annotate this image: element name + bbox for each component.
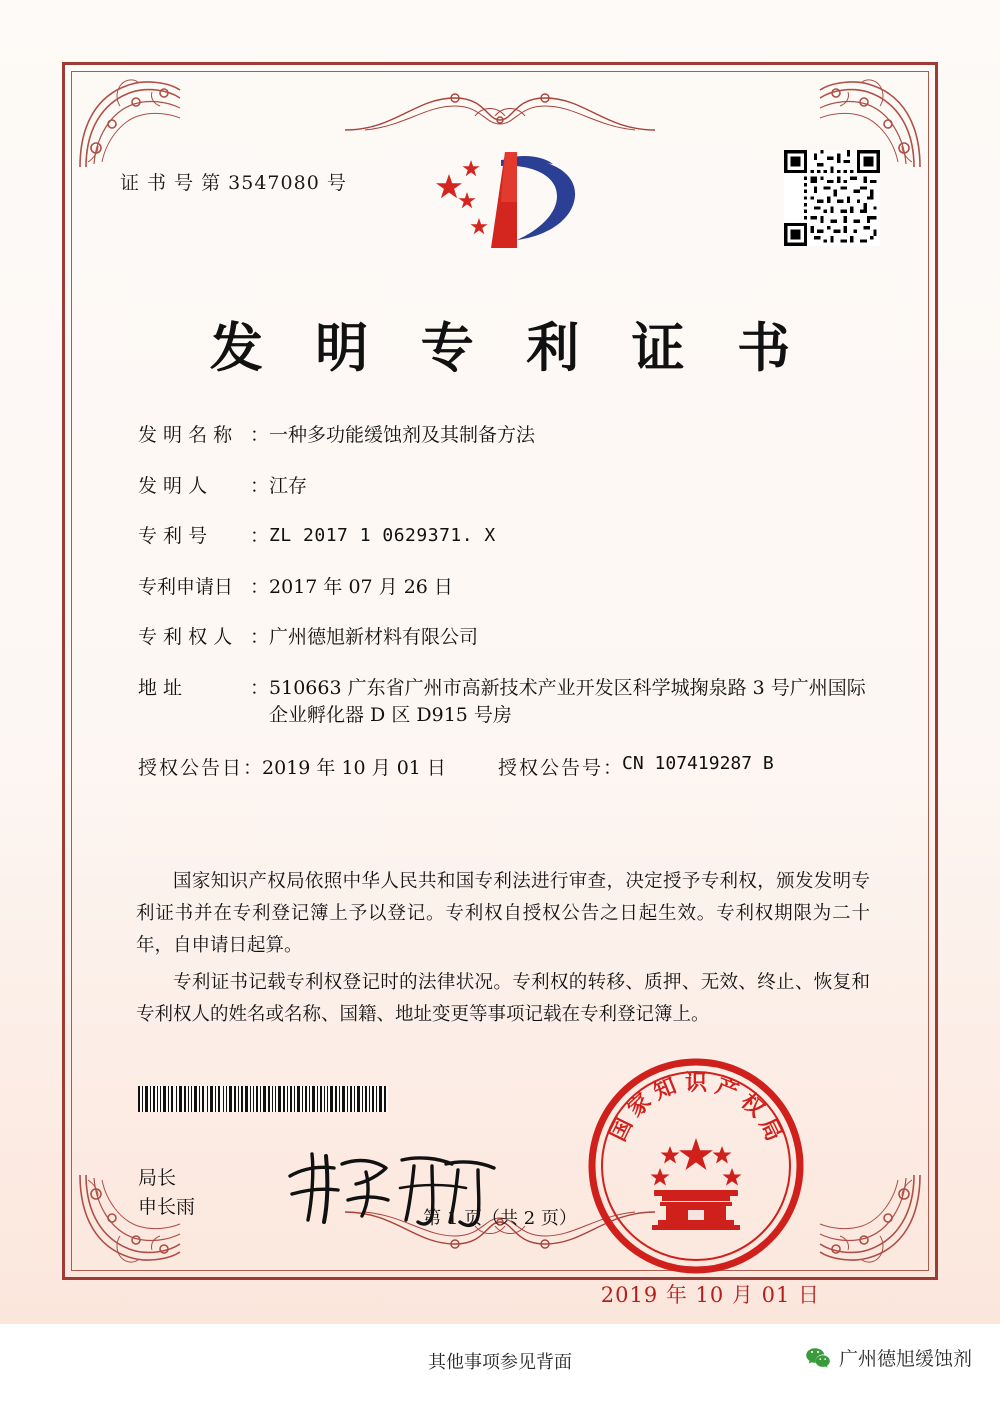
field-patent-number (138, 523, 876, 551)
svg-text:知: 知 (649, 1072, 680, 1106)
field-invention-name (138, 422, 876, 450)
certificate-number: 证 书 号 第 3547080 号 (120, 172, 347, 194)
field-label: 专利申请日 (138, 575, 234, 598)
cnipa-logo-icon (405, 144, 595, 262)
field-value: 江存 (269, 474, 308, 497)
official-seal (584, 1054, 808, 1278)
field-colon: ： (250, 526, 270, 548)
field-label: 专 利 号 (138, 525, 208, 548)
back-side-note: 其他事项参见背面 (428, 1352, 572, 1373)
field-colon: ： (250, 677, 270, 699)
certificate-frame (62, 62, 938, 1307)
field-value: 一种多功能缓蚀剂及其制备方法 (269, 424, 536, 446)
field-value: 510663 广东省广州市高新技术产业开发区科学城掬泉路 3 号广州国际企业孵化器 D 区 D915 号房 (269, 676, 866, 727)
field-colon: ： (250, 576, 270, 598)
field-patentee (138, 624, 876, 652)
page-indicator: 第 1 页（共 2 页） (423, 1208, 577, 1229)
field-label: 专 利 权 人 (138, 626, 233, 649)
field-application-date (138, 574, 876, 602)
page-title: 发 明 专 利 证 书 (209, 317, 808, 379)
office-label: 局长 (138, 1167, 177, 1189)
field-value: 广州德旭新材料有限公司 (269, 626, 479, 649)
barcode (138, 1086, 388, 1112)
legal-paragraph-1: 国家知识产权局依照中华人民共和国专利法进行审查，决定授予专利权，颁发发明专利证书并在专利登记簿上予以登记。专利权自授权公告之日起生效。专利权期限为二十年，自申请日起算。 (136, 871, 870, 956)
fields-list (138, 422, 876, 780)
bottom-strip (0, 1324, 1000, 1414)
svg-text:产: 产 (712, 1072, 743, 1106)
wechat-account[interactable] (805, 1344, 972, 1371)
field-inventor (138, 473, 876, 501)
publication-number-label: 授权公告号 (498, 756, 604, 779)
publication-number-colon: ： (603, 757, 623, 779)
qr-code (784, 150, 880, 246)
publication-row (138, 753, 876, 780)
field-colon: ： (250, 475, 270, 497)
wechat-icon (805, 1345, 831, 1371)
publication-number-value: CN 107419287 B (622, 752, 774, 774)
field-value: ZL 2017 1 0629371. X (269, 525, 496, 547)
field-label: 地 址 (138, 676, 183, 699)
svg-text:家: 家 (622, 1088, 657, 1123)
director-name: 申长雨 (138, 1196, 196, 1219)
field-colon: ： (250, 627, 270, 649)
svg-text:识: 识 (684, 1070, 708, 1096)
seal-date: 2019 年 10 月 01 日 (600, 1283, 820, 1307)
publication-date-colon: ： (243, 757, 263, 779)
publication-date-value: 2019 年 10 月 01 日 (262, 756, 446, 779)
field-label: 发 明 名 称 (138, 424, 233, 446)
legal-paragraph-2: 专利证书记载专利权登记时的法律状况。专利权的转移、质押、无效、终止、恢复和专利权人的姓名或名称、国籍、地址变更等事项记载在专利登记簿上。 (136, 972, 870, 1026)
certificate-content (114, 124, 886, 1307)
field-colon: ： (250, 425, 270, 446)
svg-text:局: 局 (754, 1114, 788, 1146)
publication-date (138, 753, 498, 780)
field-value: 2017 年 07 月 26 日 (269, 575, 453, 598)
wechat-account-label: 广州德旭缓蚀剂 (838, 1348, 972, 1370)
legal-text (136, 866, 870, 1037)
svg-text:国: 国 (604, 1114, 638, 1146)
field-address (138, 675, 876, 730)
publication-number (498, 753, 876, 780)
svg-text:权: 权 (735, 1088, 770, 1123)
publication-date-label: 授权公告日 (138, 756, 244, 779)
field-label: 发 明 人 (138, 474, 208, 497)
